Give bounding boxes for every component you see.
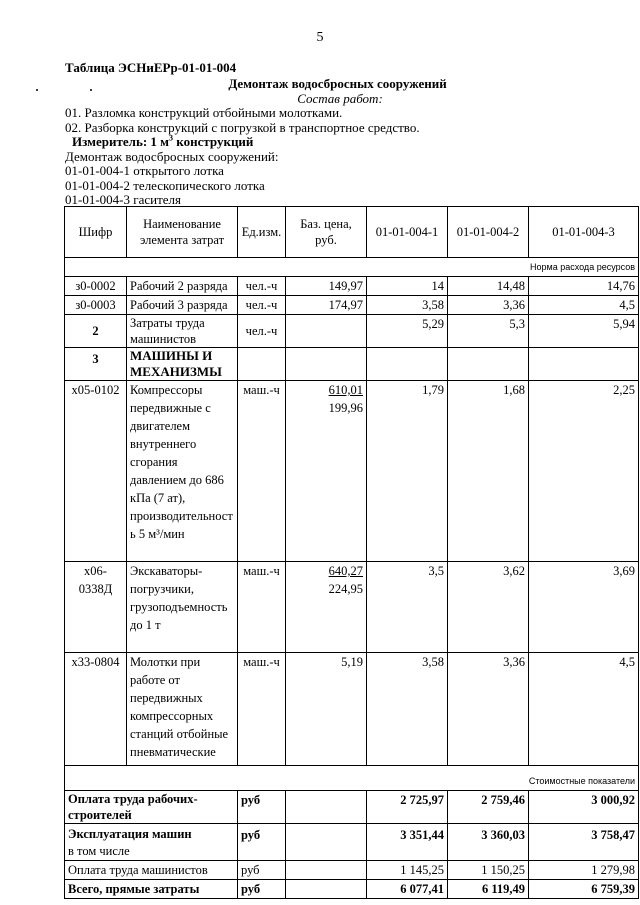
machines-group-row [65, 348, 639, 381]
total-row [65, 791, 639, 824]
cell-c1: 14 [367, 277, 448, 296]
header-unit: Ед.изм. [238, 207, 286, 258]
doc-subtitle: Демонтаж водосбросных сооружений [228, 76, 447, 91]
cell-c2: 1,68 [448, 381, 529, 562]
table-row [65, 296, 639, 315]
work-heading: Состав работ: [297, 91, 383, 106]
section-costs-row [65, 766, 639, 791]
measure-prefix: Измеритель: 1 м [72, 134, 170, 149]
total-unit: руб [238, 880, 286, 899]
total-unit: руб [238, 861, 286, 880]
page-number: 5 [316, 30, 324, 45]
cell-c3: 5,94 [529, 315, 639, 348]
description-line: 01-01-004-1 открытого лотка [65, 163, 224, 178]
price-secondary: 224,95 [328, 582, 363, 596]
header-c3: 01-01-004-3 [529, 207, 639, 258]
total-c1: 3 351,44 [367, 824, 448, 861]
cell-unit: маш.-ч [238, 653, 286, 766]
cell-c1: 3,5 [367, 562, 448, 653]
cell-c2: 5,3 [448, 315, 529, 348]
price-main: 610,01 [328, 383, 363, 397]
section-costs: Стоимостные показатели [65, 766, 639, 791]
measure-unit [72, 134, 253, 150]
description-line: 01-01-004-2 телескопического лотка [65, 178, 265, 193]
total-c2: 3 360,03 [448, 824, 529, 861]
description-line: 01-01-004-3 гасителя [65, 192, 181, 207]
header-c2: 01-01-004-2 [448, 207, 529, 258]
cell-name: Рабочий 2 разряда [127, 277, 238, 296]
cell-c1: 1,79 [367, 381, 448, 562]
cell-c2: 14,48 [448, 277, 529, 296]
cell-c2: 3,36 [448, 653, 529, 766]
total-c1: 6 077,41 [367, 880, 448, 899]
total-name: Эксплуатация машин [68, 827, 192, 841]
header-code: Шифр [65, 207, 127, 258]
cell-c1: 5,29 [367, 315, 448, 348]
header-price: Баз. цена, руб. [286, 207, 367, 258]
total-row [65, 880, 639, 899]
total-row [65, 824, 639, 861]
table-row [65, 315, 639, 348]
measure-sup: 3 [169, 133, 174, 143]
cell-code: х05-0102 [65, 381, 127, 562]
cell-c3: 14,76 [529, 277, 639, 296]
cell-unit: чел.-ч [238, 315, 286, 348]
table-row [65, 381, 639, 562]
section-norms-row [65, 258, 639, 277]
description-line: Демонтаж водосбросных сооружений: [65, 149, 279, 164]
total-row [65, 861, 639, 880]
cell-code: з0-0003 [65, 296, 127, 315]
cell-name: Экскаваторы-погрузчики, грузоподъемность до 1 т [127, 562, 238, 653]
cell-c2: 3,62 [448, 562, 529, 653]
total-extra: в том числе [68, 844, 130, 858]
cell-c2: 3,36 [448, 296, 529, 315]
header-c1: 01-01-004-1 [367, 207, 448, 258]
cell-c3: 4,5 [529, 296, 639, 315]
cell-price: 174,97 [286, 296, 367, 315]
section-norms: Норма расхода ресурсов [65, 258, 639, 277]
cell-price [286, 315, 367, 348]
total-name: Оплата труда машинистов [65, 861, 238, 880]
cell-unit: маш.-ч [238, 381, 286, 562]
cell-price [286, 562, 367, 653]
cell-code: 2 [65, 315, 127, 348]
cell-c3: 4,5 [529, 653, 639, 766]
total-c1: 2 725,97 [367, 791, 448, 824]
cell-price [286, 381, 367, 562]
table-row [65, 277, 639, 296]
cell-price: 5,19 [286, 653, 367, 766]
cost-table [64, 206, 639, 899]
cell-code: з0-0002 [65, 277, 127, 296]
cell-name: Затраты труда машинистов [127, 315, 238, 348]
header-name: Наименование элемента затрат [127, 207, 238, 258]
cell-code: х06-0338Д [65, 562, 127, 653]
measure-suffix: конструкций [173, 134, 254, 149]
cell-code: х33-0804 [65, 653, 127, 766]
table-row [65, 653, 639, 766]
total-unit: руб [238, 791, 286, 824]
machines-title: МАШИНЫ И МЕХАНИЗМЫ [127, 348, 238, 381]
work-item: 01. Разломка конструкций отбойными молотками. [65, 105, 343, 120]
cell-name: Компрессоры передвижные с двигателем внутреннего сгорания давлением до 686 кПа (7 ат), производительност ь 5 м³/мин [127, 381, 238, 562]
total-c2: 2 759,46 [448, 791, 529, 824]
total-name: Всего, прямые затраты [65, 880, 238, 899]
total-name-cell [65, 824, 238, 861]
total-name: Оплата труда рабочих-строителей [65, 791, 238, 824]
cell-unit: маш.-ч [238, 562, 286, 653]
total-c3: 6 759,39 [529, 880, 639, 899]
cell-name: Молотки при работе от передвижных компрессорных станций отбойные пневматические [127, 653, 238, 766]
total-c2: 1 150,25 [448, 861, 529, 880]
cell-price: 149,97 [286, 277, 367, 296]
price-secondary: 199,96 [328, 401, 363, 415]
cell-c3: 2,25 [529, 381, 639, 562]
cell-unit: чел.-ч [238, 296, 286, 315]
table-row [65, 562, 639, 653]
machines-code: 3 [92, 352, 99, 366]
total-c3: 3 758,47 [529, 824, 639, 861]
total-c3: 1 279,98 [529, 861, 639, 880]
cell-name: Рабочий 3 разряда [127, 296, 238, 315]
total-c2: 6 119,49 [448, 880, 529, 899]
cell-c1: 3,58 [367, 296, 448, 315]
total-c3: 3 000,92 [529, 791, 639, 824]
total-c1: 1 145,25 [367, 861, 448, 880]
work-item: 02. Разборка конструкций с погрузкой в транспортное средство. [65, 120, 420, 135]
cell-c3: 3,69 [529, 562, 639, 653]
table-title: Таблица ЭСНиЕРр-01-01-004 [65, 60, 237, 75]
cell-unit: чел.-ч [238, 277, 286, 296]
cell-code [65, 348, 127, 381]
cell-c1: 3,58 [367, 653, 448, 766]
total-unit: руб [238, 824, 286, 861]
price-main: 640,27 [328, 564, 363, 578]
header-row [65, 207, 639, 258]
